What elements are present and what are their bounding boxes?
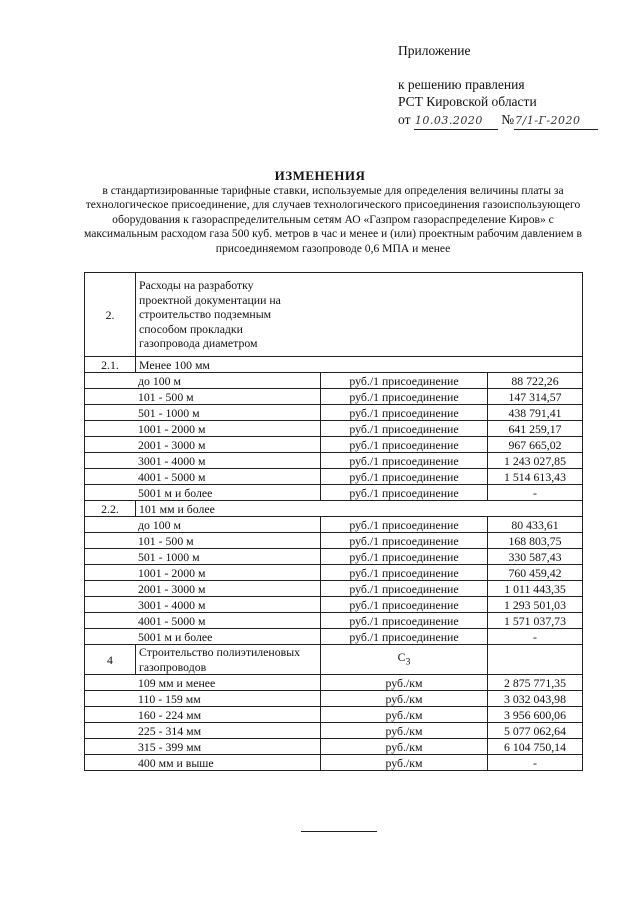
subsection-row: [85, 501, 583, 517]
table-row: [85, 389, 583, 405]
rate-value: 330 587,43: [488, 549, 583, 565]
rate-code-letter: C: [397, 649, 406, 664]
table-row: [85, 629, 583, 645]
unit-cell: руб./1 присоединение: [321, 629, 488, 645]
unit-cell: руб./1 присоединение: [321, 405, 488, 421]
length-range: 501 - 1000 м: [85, 405, 321, 421]
rate-value: 438 791,41: [488, 405, 583, 421]
table-row: [85, 613, 583, 629]
rate-value: 2 875 771,35: [488, 675, 583, 691]
length-range: до 100 м: [85, 517, 321, 533]
unit-cell: руб./км: [321, 691, 488, 707]
rate-value: 3 956 600,06: [488, 707, 583, 723]
subsection-label: 101 мм и более: [136, 501, 583, 517]
length-range: 101 - 500 м: [85, 533, 321, 549]
table-row: [85, 469, 583, 485]
from-label: от: [398, 112, 411, 127]
subsection-number: 2.2.: [85, 501, 136, 517]
rate-value: 147 314,57: [488, 389, 583, 405]
rate-value: 5 077 062,64: [488, 723, 583, 739]
table-row: [85, 485, 583, 501]
unit-cell: руб./1 присоединение: [321, 437, 488, 453]
table-row: [85, 453, 583, 469]
number-label: №: [501, 112, 515, 127]
table-row: [85, 565, 583, 581]
section-number: 4: [85, 645, 136, 675]
unit-cell: руб./1 присоединение: [321, 453, 488, 469]
unit-cell: руб./1 присоединение: [321, 421, 488, 437]
rate-value: 80 433,61: [488, 517, 583, 533]
section-label: Расходы на разработку проектной документации на строительство подземным способом прокладки газопровода диаметром: [136, 273, 583, 357]
rate-value: 3 032 043,98: [488, 691, 583, 707]
diameter-range: 160 - 224 мм: [85, 707, 321, 723]
decision-line-1: к решению правления: [398, 77, 525, 92]
rate-value: 1 514 613,43: [488, 469, 583, 485]
section-label: Строительство полиэтиленовых газопроводов: [136, 645, 321, 675]
appendix-title: Приложение: [398, 43, 471, 58]
rate-value: 1 011 443,35: [488, 581, 583, 597]
table-row: [85, 581, 583, 597]
unit-cell: руб./1 присоединение: [321, 469, 488, 485]
rate-value: 6 104 750,14: [488, 739, 583, 755]
handwritten-date: 10.03.2020: [414, 112, 498, 130]
rate-value: -: [488, 629, 583, 645]
table-row: [85, 707, 583, 723]
unit-cell: руб./1 присоединение: [321, 373, 488, 389]
rate-value: 967 665,02: [488, 437, 583, 453]
table-row: [85, 723, 583, 739]
unit-cell: руб./1 присоединение: [321, 565, 488, 581]
length-range: 3001 - 4000 м: [85, 597, 321, 613]
rate-value: 168 803,75: [488, 533, 583, 549]
document-title: ИЗМЕНЕНИЯ: [274, 168, 366, 183]
rate-value: 1 243 027,85: [488, 453, 583, 469]
table-row: [85, 739, 583, 755]
tariff-table: [84, 272, 583, 771]
length-range: 4001 - 5000 м: [85, 613, 321, 629]
unit-cell: руб./1 присоединение: [321, 549, 488, 565]
footer-divider: [301, 831, 377, 832]
tariff-table-body: [85, 273, 583, 771]
empty-cell: [488, 645, 583, 675]
decision-line-2: РСТ Кировской области: [398, 94, 537, 109]
table-row: [85, 517, 583, 533]
rate-value: -: [488, 485, 583, 501]
document-intro: в стандартизированные тарифные ставки, используемые для определения величины платы за технологическое присоединение, для случаев технологического присоединения газоиспользующего оборудования к газораспределительным сетям АО «Газпром газораспределение Киров» с максимальным расходом газа 500 куб. метров в час и менее и (или) проектным рабочим давлением в присоединяемом газопроводе 0,6 МПА и менее: [84, 184, 582, 255]
length-range: 101 - 500 м: [85, 389, 321, 405]
unit-cell: руб./км: [321, 739, 488, 755]
rate-value: 1 571 037,73: [488, 613, 583, 629]
table-row: [85, 533, 583, 549]
length-range: 4001 - 5000 м: [85, 469, 321, 485]
table-row: [85, 437, 583, 453]
rate-value: 88 722,26: [488, 373, 583, 389]
unit-cell: руб./1 присоединение: [321, 485, 488, 501]
subsection-number: 2.1.: [85, 357, 136, 373]
unit-cell: руб./км: [321, 707, 488, 723]
section-row: [85, 645, 583, 675]
unit-cell: руб./км: [321, 723, 488, 739]
length-range: 1001 - 2000 м: [85, 421, 321, 437]
diameter-range: 110 - 159 мм: [85, 691, 321, 707]
rate-value: 760 459,42: [488, 565, 583, 581]
unit-cell: руб./км: [321, 755, 488, 771]
unit-cell: руб./1 присоединение: [321, 613, 488, 629]
subsection-row: [85, 357, 583, 373]
table-row: [85, 675, 583, 691]
rate-value: 1 293 501,03: [488, 597, 583, 613]
diameter-range: 315 - 399 мм: [85, 739, 321, 755]
rate-value: -: [488, 755, 583, 771]
unit-cell: руб./1 присоединение: [321, 517, 488, 533]
length-range: 3001 - 4000 м: [85, 453, 321, 469]
table-row: [85, 691, 583, 707]
length-range: 2001 - 3000 м: [85, 437, 321, 453]
subsection-label: Менее 100 мм: [136, 357, 583, 373]
length-range: до 100 м: [85, 373, 321, 389]
table-row: [85, 549, 583, 565]
table-row: [85, 373, 583, 389]
diameter-range: 109 мм и менее: [85, 675, 321, 691]
unit-cell: руб./1 присоединение: [321, 597, 488, 613]
rate-code: [321, 645, 488, 675]
table-row: [85, 421, 583, 437]
table-row: [85, 597, 583, 613]
unit-cell: руб./1 присоединение: [321, 533, 488, 549]
length-range: 501 - 1000 м: [85, 549, 321, 565]
unit-cell: руб./1 присоединение: [321, 581, 488, 597]
table-row: [85, 755, 583, 771]
length-range: 5001 м и более: [85, 485, 321, 501]
handwritten-number: 7/1-Г-2020: [514, 112, 598, 130]
rate-code-subscript: 3: [405, 656, 411, 668]
unit-cell: руб./1 присоединение: [321, 389, 488, 405]
length-range: 1001 - 2000 м: [85, 565, 321, 581]
section-row: [85, 273, 583, 357]
section-number: 2.: [85, 273, 136, 357]
rate-value: 641 259,17: [488, 421, 583, 437]
decision-date-number: [398, 111, 598, 130]
unit-cell: руб./км: [321, 675, 488, 691]
length-range: 5001 м и более: [85, 629, 321, 645]
length-range: 2001 - 3000 м: [85, 581, 321, 597]
diameter-range: 400 мм и выше: [85, 755, 321, 771]
diameter-range: 225 - 314 мм: [85, 723, 321, 739]
table-row: [85, 405, 583, 421]
